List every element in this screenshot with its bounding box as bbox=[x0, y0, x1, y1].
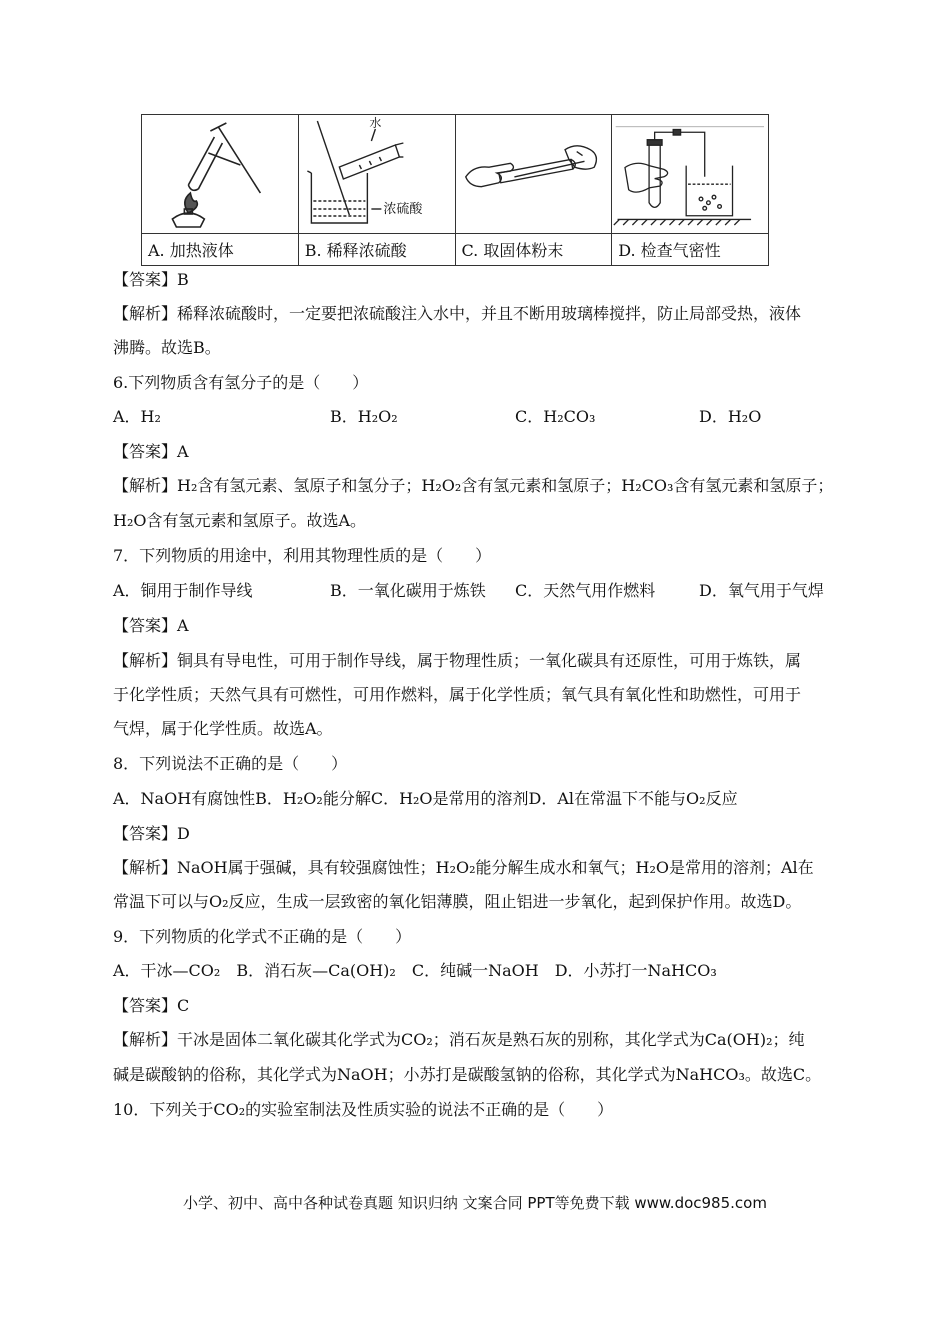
q6-option-b: B．H₂O₂ bbox=[330, 407, 398, 426]
q9-options: A．干冰—CO₂ B．消石灰—Ca(OH)₂ C．纯碱一NaOH D．小苏打一NaHCO₃ bbox=[113, 961, 717, 980]
q8-options: A．NaOH有腐蚀性B．H₂O₂能分解C．H₂O是常用的溶剂D．Al在常温下不能与O₂反应 bbox=[113, 789, 738, 808]
figure-c-caption: C. 取固体粉末 bbox=[455, 234, 612, 266]
figure-b-caption: B. 稀释浓硫酸 bbox=[298, 234, 455, 266]
q10-stem: 10．下列关于CO₂的实验室制法及性质实验的说法不正确的是（ ） bbox=[113, 1100, 614, 1119]
q9-analysis-line-2: 碱是碳酸钠的俗称，其化学式为NaOH；小苏打是碳酸氢钠的俗称，其化学式为NaHCO₃。故选C。 bbox=[113, 1065, 822, 1084]
q9-analysis-line-1: 【解析】干冰是固体二氧化碳其化学式为CO₂；消石灰是熟石灰的别称，其化学式为Ca(OH)₂；纯 bbox=[113, 1030, 805, 1049]
q7-option-b: B．一氧化碳用于炼铁 bbox=[330, 581, 486, 600]
q7-option-d: D．氧气用于气焊 bbox=[699, 581, 824, 600]
q5-analysis-line-1: 【解析】稀释浓硫酸时，一定要把浓硫酸注入水中，并且不断用玻璃棒搅拌，防止局部受热，液体 bbox=[113, 304, 802, 323]
q6-analysis-line-2: H₂O含有氢元素和氢原子。故选A。 bbox=[113, 511, 367, 530]
q6-option-a: A．H₂ bbox=[113, 407, 161, 426]
q6-option-d: D．H₂O bbox=[699, 407, 762, 426]
q7-analysis-line-3: 气焊，属于化学性质。故选A。 bbox=[113, 719, 333, 738]
q8-analysis-line-2: 常温下可以与O₂反应，生成一层致密的氧化铝薄膜，阻止铝进一步氧化，起到保护作用。故选D。 bbox=[113, 892, 802, 911]
q8-analysis-line-1: 【解析】NaOH属于强碱，具有较强腐蚀性；H₂O₂能分解生成水和氧气；H₂O是常用的溶剂；Al在 bbox=[113, 858, 814, 877]
q6-option-c: C．H₂CO₃ bbox=[515, 407, 596, 426]
check-airtightness-icon bbox=[612, 115, 768, 233]
q7-analysis-line-2: 于化学性质；天然气具有可燃性，可用作燃料，属于化学性质；氧气具有氧化性和助燃性，可用于 bbox=[113, 685, 802, 704]
q7-stem: 7．下列物质的用途中，利用其物理性质的是（ ） bbox=[113, 546, 492, 565]
figure-c-cell bbox=[455, 115, 612, 234]
q7-option-a: A．铜用于制作导线 bbox=[113, 581, 253, 600]
figure-d-cell bbox=[612, 115, 769, 234]
q8-answer: 【答案】D bbox=[113, 824, 190, 843]
q7-option-c: C．天然气用作燃料 bbox=[515, 581, 656, 600]
q7-analysis-line-1: 【解析】铜具有导电性，可用于制作导线，属于物理性质；一氧化碳具有还原性，可用于炼铁，属 bbox=[113, 651, 802, 670]
q8-stem: 8．下列说法不正确的是（ ） bbox=[113, 754, 348, 773]
figure-d-caption: D. 检查气密性 bbox=[612, 234, 769, 266]
q5-answer: 【答案】B bbox=[113, 270, 189, 289]
figure-a-caption: A. 加热液体 bbox=[142, 234, 299, 266]
q6-answer: 【答案】A bbox=[113, 442, 189, 461]
take-solid-powder-icon bbox=[456, 115, 612, 233]
heating-liquid-icon bbox=[142, 115, 298, 233]
figure-b-cell bbox=[298, 115, 455, 234]
experiment-figure-table bbox=[141, 114, 769, 266]
figure-a-cell bbox=[142, 115, 299, 234]
q6-analysis-line-1: 【解析】H₂含有氢元素、氢原子和氢分子；H₂O₂含有氢元素和氢原子；H₂CO₃含有氢元素和氢原子； bbox=[113, 476, 834, 495]
q5-analysis-line-2: 沸腾。故选B。 bbox=[113, 338, 221, 357]
q9-answer: 【答案】C bbox=[113, 996, 190, 1015]
q9-stem: 9．下列物质的化学式不正确的是（ ） bbox=[113, 927, 412, 946]
q6-stem: 6.下列物质含有氢分子的是（ ） bbox=[113, 373, 369, 392]
q7-answer: 【答案】A bbox=[113, 616, 189, 635]
water-label: 水 bbox=[369, 116, 382, 130]
acid-label: 浓硫酸 bbox=[383, 202, 423, 217]
dilute-sulfuric-acid-icon bbox=[299, 115, 455, 233]
page-footer: 小学、初中、高中各种试卷真题 知识归纳 文案合同 PPT等免费下载 www.doc985.com bbox=[183, 1194, 767, 1212]
